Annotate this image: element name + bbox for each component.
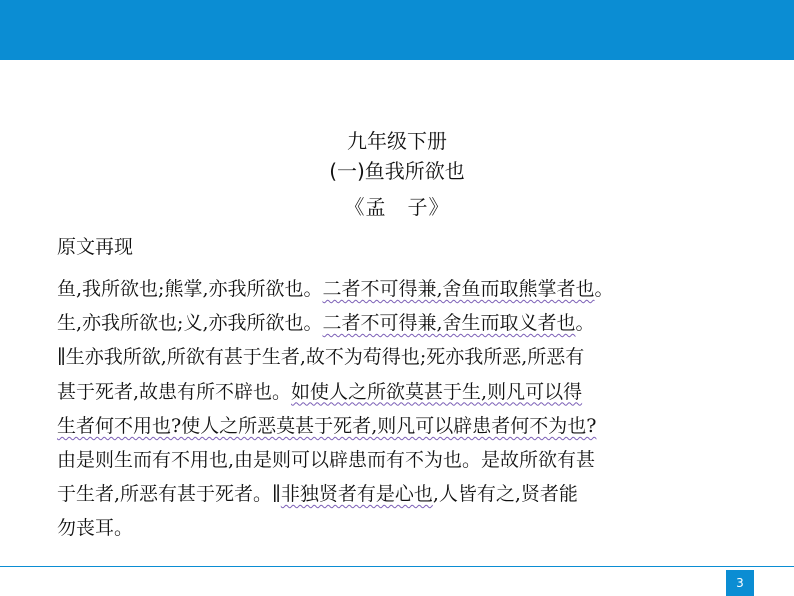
wavy-underlined-text: 二者不可得兼,舍鱼而取熊掌者也: [322, 278, 595, 300]
original-text: [57, 272, 747, 546]
title-block: [0, 128, 794, 220]
wavy-underlined-text: 二者不可得兼,舍生而取义者也: [322, 312, 576, 335]
text-line: [57, 340, 747, 374]
text-segment: ∥生亦我所欲,所欲有甚于生者,故不为苟得也;死亦我所恶,所恶有: [57, 346, 585, 369]
top-banner: [0, 0, 794, 60]
text-line: [57, 443, 747, 477]
text-line: [57, 477, 747, 511]
text-line: [57, 511, 747, 545]
text-line: [57, 306, 747, 340]
text-line: [57, 272, 747, 306]
footer-divider: [0, 566, 794, 567]
text-segment: 。: [594, 278, 614, 300]
text-segment: 甚于死者,故患有所不辟也。: [57, 380, 292, 403]
text-segment: 勿丧耳。: [57, 517, 134, 540]
author-label: 《孟 子》: [344, 195, 450, 219]
text-segment: 生,亦我所欲也;义,亦我所欲也。: [57, 312, 323, 335]
text-segment: 于生者,所恶有甚于死者。∥: [57, 483, 281, 506]
text-segment: 鱼,我所欲也;熊掌,亦我所欲也。: [57, 278, 323, 300]
text-line: [57, 375, 747, 409]
text-segment: 。: [575, 312, 595, 335]
lesson-title: (一)鱼我所欲也: [329, 159, 465, 183]
text-segment: ,人皆有之,贤者能: [432, 483, 578, 506]
grade-label: 九年级下册: [347, 129, 447, 153]
section-heading: 原文再现: [57, 236, 134, 258]
text-segment: 由是则生而有不用也,由是则可以辟患而有不为也。是故所欲有甚: [57, 448, 596, 471]
page-number: 3: [726, 570, 754, 596]
wavy-underlined-text: 如使人之所欲莫甚于生,则凡可以得: [291, 380, 583, 403]
text-line: [57, 409, 747, 443]
wavy-underlined-text: 非独贤者有是心也: [280, 483, 433, 506]
wavy-underlined-text: 生者何不用也?使人之所恶莫甚于死者,则凡可以辟患者何不为也?: [57, 414, 597, 437]
